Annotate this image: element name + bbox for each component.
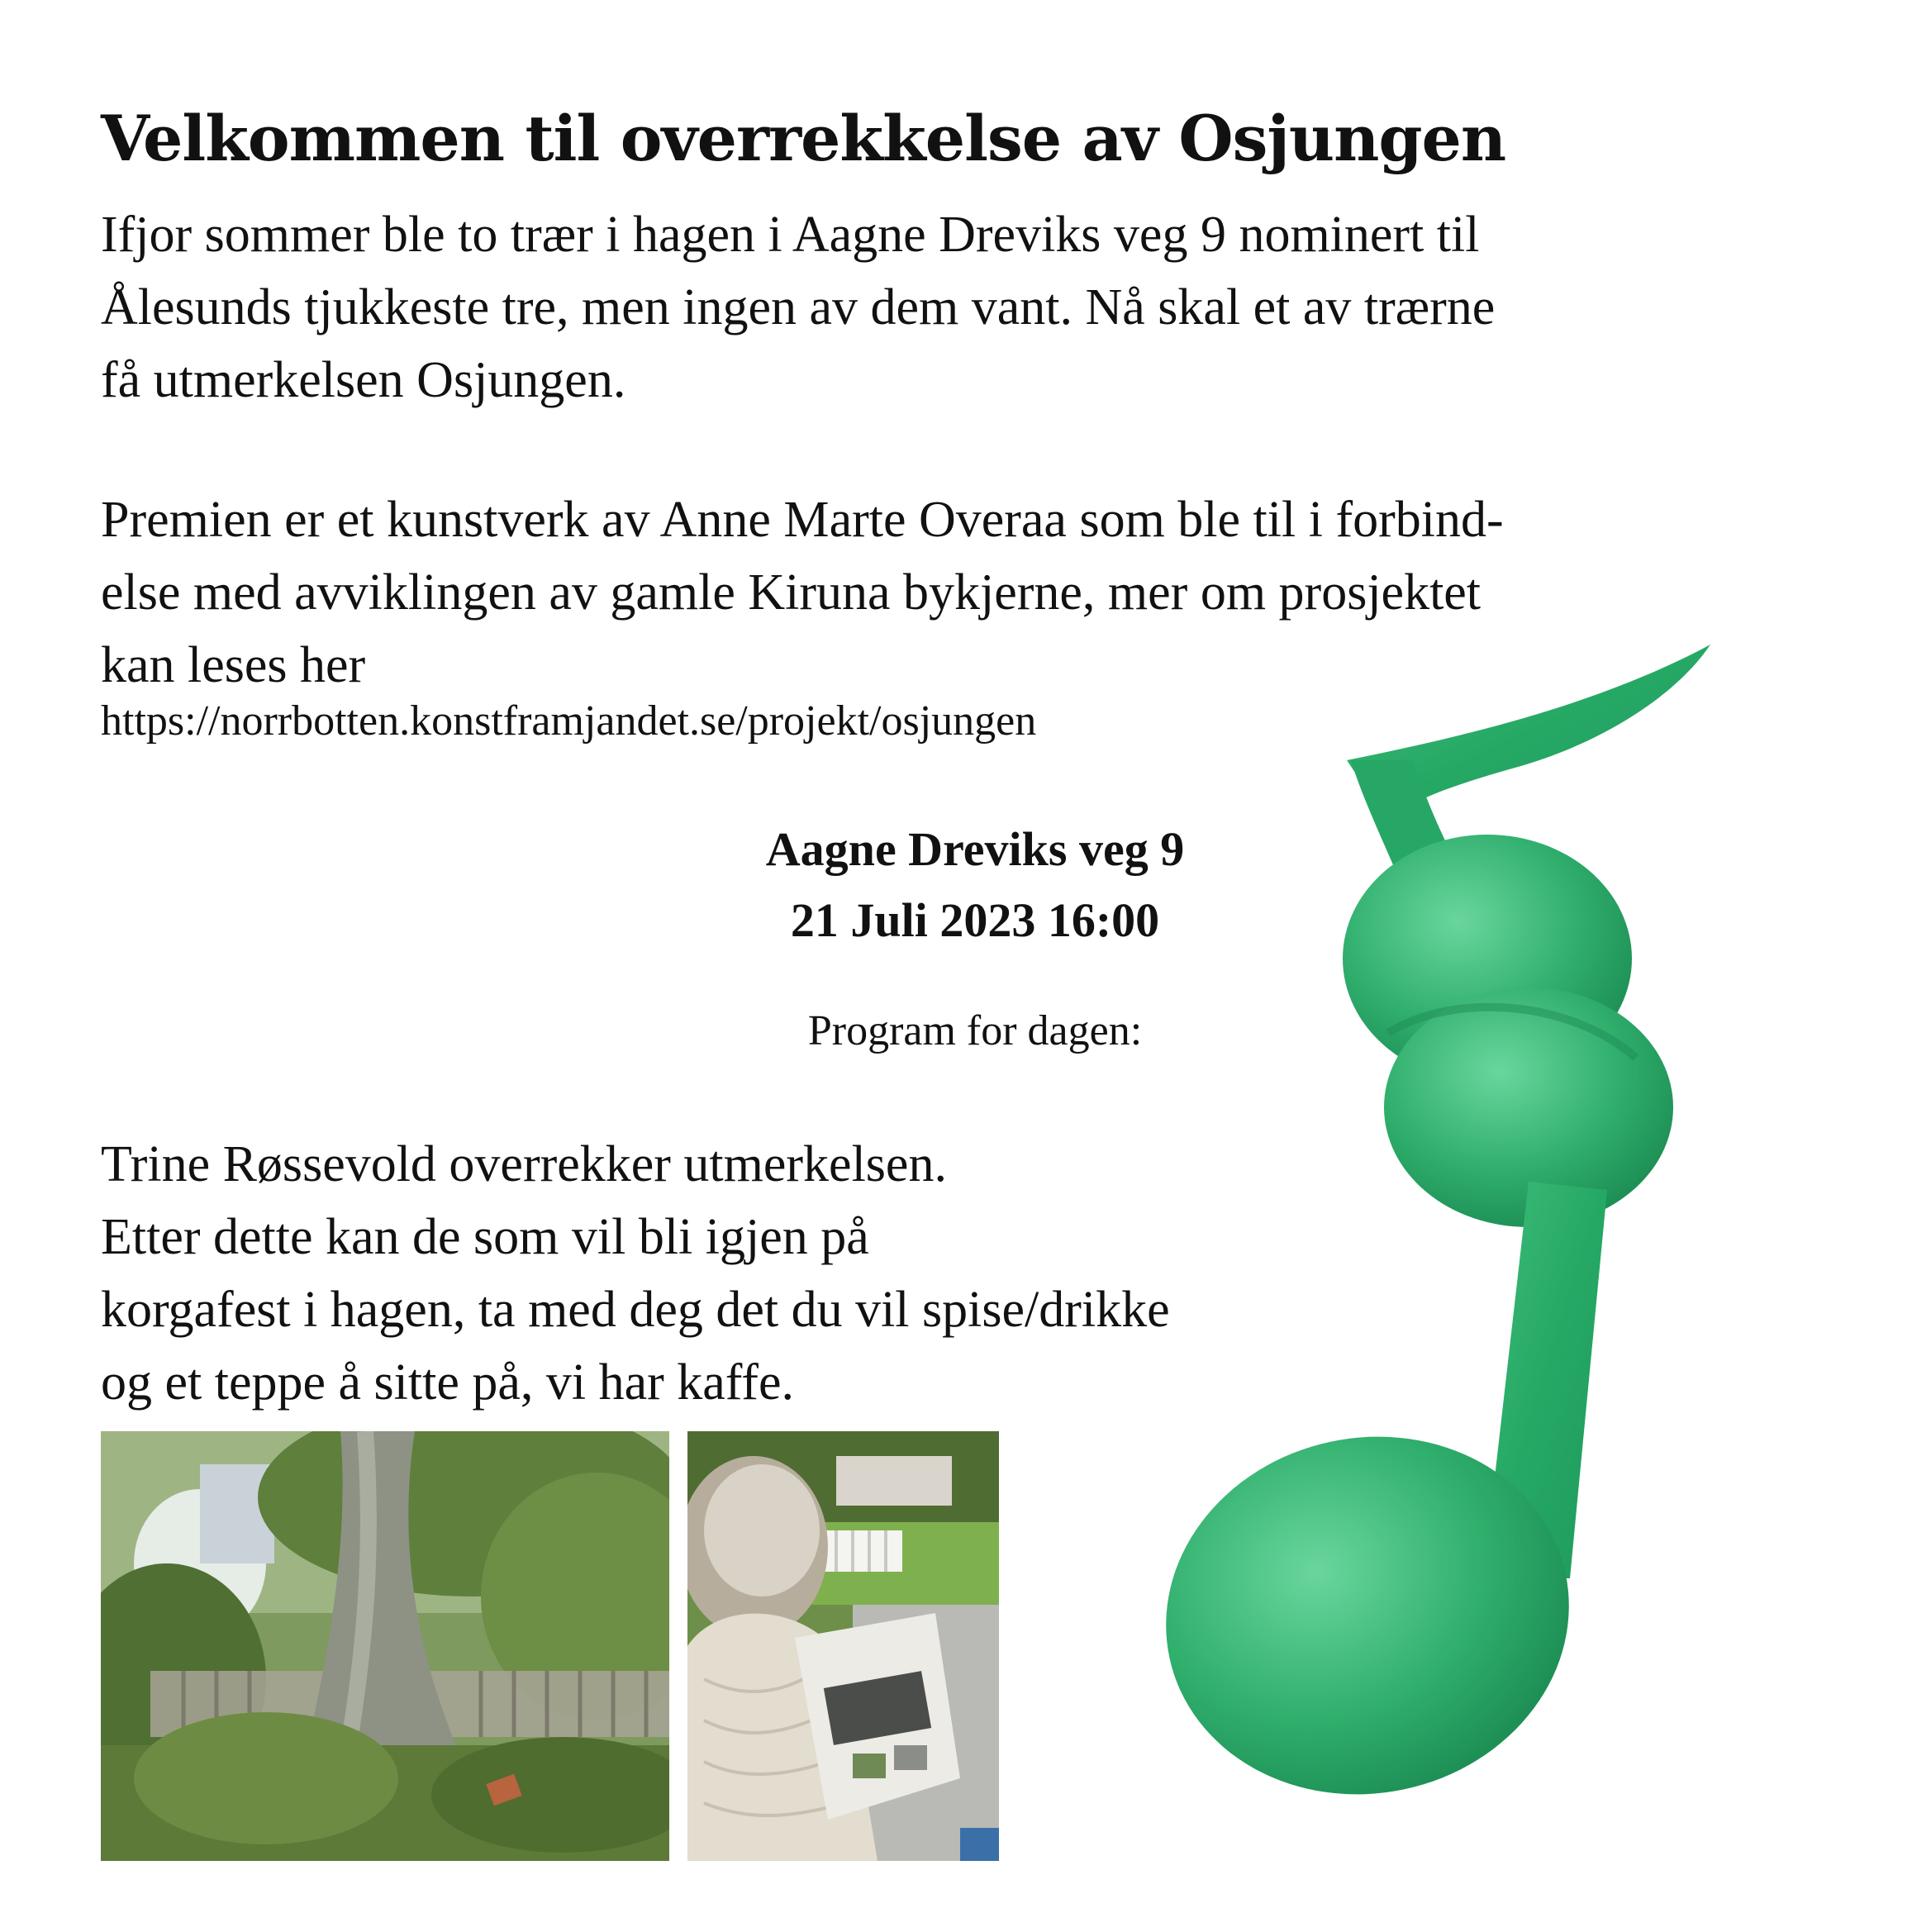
- premium-line: Premien er et kunstverk av Anne Marte Overaa som ble til i forbind-: [101, 492, 1504, 548]
- music-note-sculpture: [1140, 645, 1884, 1810]
- music-note-graphic: [1140, 645, 1884, 1810]
- event-datetime-text: 21 Juli 2023 16:00: [790, 893, 1160, 947]
- project-url[interactable]: https://norrbotten.konstframjandet.se/projekt/osjungen: [101, 697, 1037, 745]
- premium-line: else med avviklingen av gamle Kiruna bykjerne, mer om prosjektet: [101, 564, 1482, 621]
- program-line: og et teppe å sitte på, vi har kaffe.: [101, 1354, 794, 1411]
- page-title: Velkommen til overrekkelse av Osjungen: [101, 102, 1506, 175]
- intro-line: få utmerkelsen Osjungen.: [101, 352, 626, 408]
- reader-photo: [687, 1431, 999, 1861]
- program-heading: Program for dagen:: [807, 1007, 1143, 1054]
- premium-line: kan leses her: [101, 637, 366, 693]
- intro-paragraph: [101, 198, 1853, 416]
- program-line: Etter dette kan de som vil bli igjen på: [101, 1209, 869, 1265]
- event-address-text: Aagne Dreviks veg 9: [765, 822, 1185, 876]
- intro-line: Ålesunds tjukkeste tre, men ingen av dem vant. Nå skal et av trærne: [101, 279, 1496, 335]
- reader-photo-image: [687, 1431, 999, 1861]
- program-line: korgafest i hagen, ta med deg det du vil spise/drikke: [101, 1282, 1170, 1338]
- intro-line: Ifjor sommer ble to trær i hagen i Aagne Dreviks veg 9 nominert til: [101, 207, 1480, 263]
- tree-photo-image: [101, 1431, 669, 1861]
- program-line: Trine Røssevold overrekker utmerkelsen.: [101, 1136, 947, 1192]
- tree-photo: [101, 1431, 669, 1861]
